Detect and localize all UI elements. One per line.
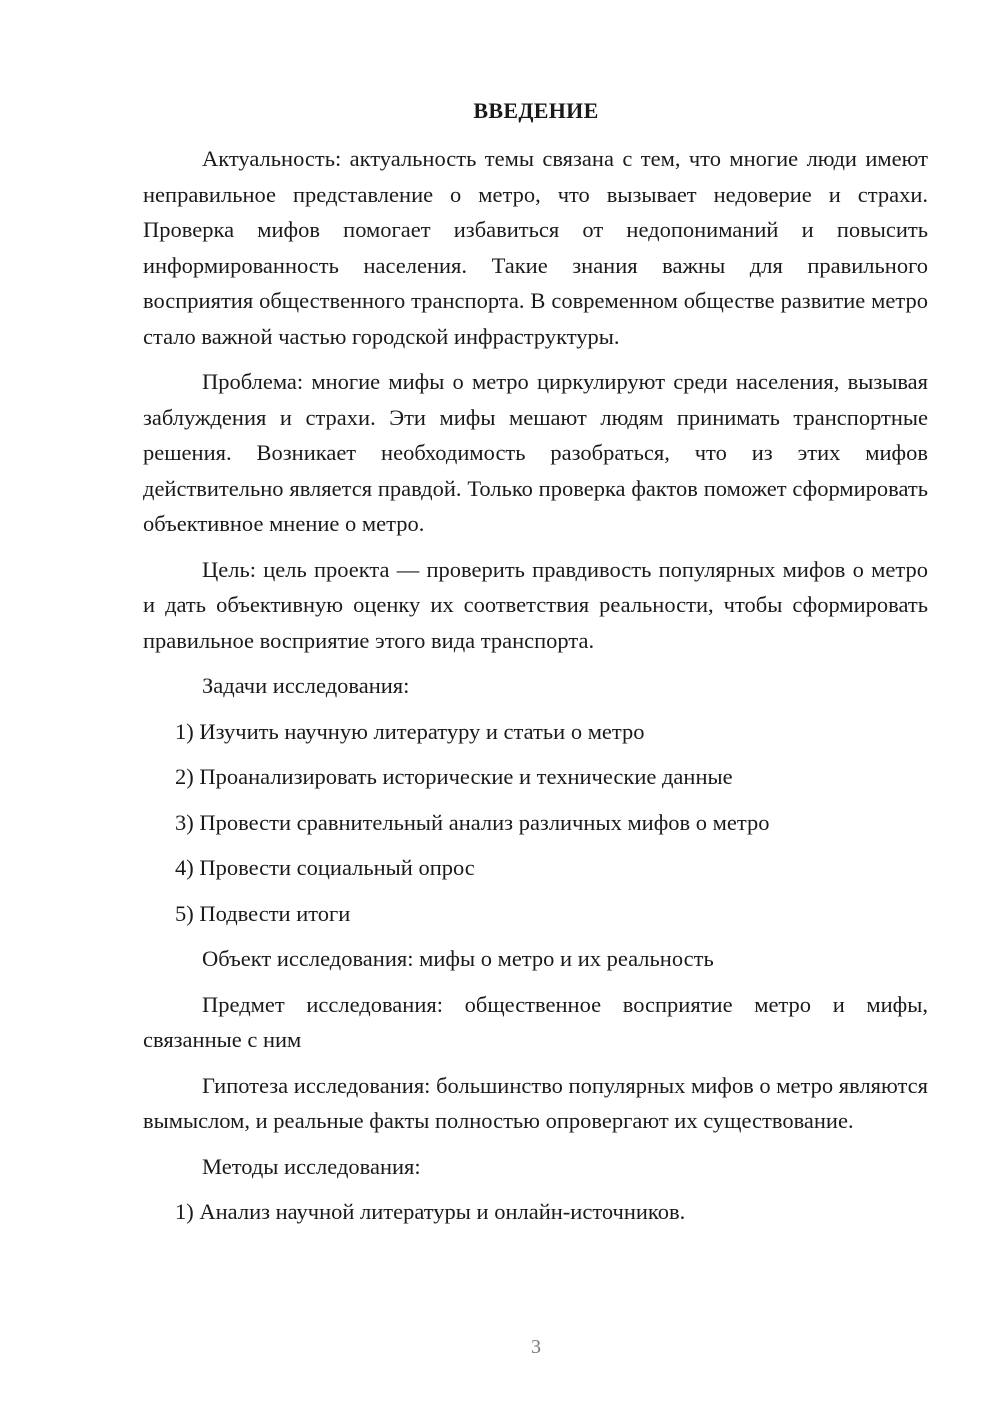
list-item-method-1: 1) Анализ научной литературы и онлайн-источников. bbox=[175, 1199, 686, 1224]
methods-heading: Методы исследования: bbox=[202, 1153, 421, 1179]
paragraph-object: Объект исследования: мифы о метро и их реальность bbox=[202, 946, 714, 971]
tasks-heading: Задачи исследования: bbox=[202, 673, 410, 698]
list-item-task-4: 4) Провести социальный опрос bbox=[175, 855, 475, 880]
paragraph-subject: Предмет исследования: общественное восприятие метро и мифы, связанные с ним bbox=[143, 991, 928, 1052]
paragraph-relevance: Актуальность: актуальность темы связана с тем, что многие люди имеют неправильное представление о метро, что вызывает недоверие и страхи. Проверка мифов помогает избавиться от недопониманий и повысить информированность населения. Такие знания важны для правильного восприятия общественного транспорта. В современном обществе развитие метро стало важной частью городской инфраструктуры. bbox=[143, 146, 928, 349]
tasks-list bbox=[143, 714, 928, 932]
paragraph-goal: Цель: цель проекта — проверить правдивость популярных мифов о метро и дать объективную оценку их соответствия реальности, чтобы сформировать правильное восприятие этого вида транспорта. bbox=[143, 556, 928, 653]
list-item-task-2: 2) Проанализировать исторические и технические данные bbox=[175, 764, 733, 789]
document-body bbox=[143, 141, 928, 1240]
methods-list bbox=[143, 1194, 928, 1230]
page-title: ВВЕДЕНИЕ bbox=[473, 98, 599, 123]
list-item-task-3: 3) Провести сравнительный анализ различных мифов о метро bbox=[175, 809, 770, 835]
list-item-task-1: 1) Изучить научную литературу и статьи о метро bbox=[175, 718, 645, 744]
paragraph-hypothesis: Гипотеза исследования: большинство популярных мифов о метро являются вымыслом, и реальные факты полностью опровергают их существование. bbox=[143, 1072, 928, 1133]
list-item-task-5: 5) Подвести итоги bbox=[175, 900, 351, 926]
paragraph-problem: Проблема: многие мифы о метро циркулируют среди населения, вызывая заблуждения и страхи. Эти мифы мешают людям принимать транспортные решения. Возникает необходимость разобраться, что из этих мифов действительно является правдой. Только проверка фактов поможет сформировать объективное мнение о метро. bbox=[143, 369, 928, 536]
page-number: 3 bbox=[531, 1336, 541, 1358]
